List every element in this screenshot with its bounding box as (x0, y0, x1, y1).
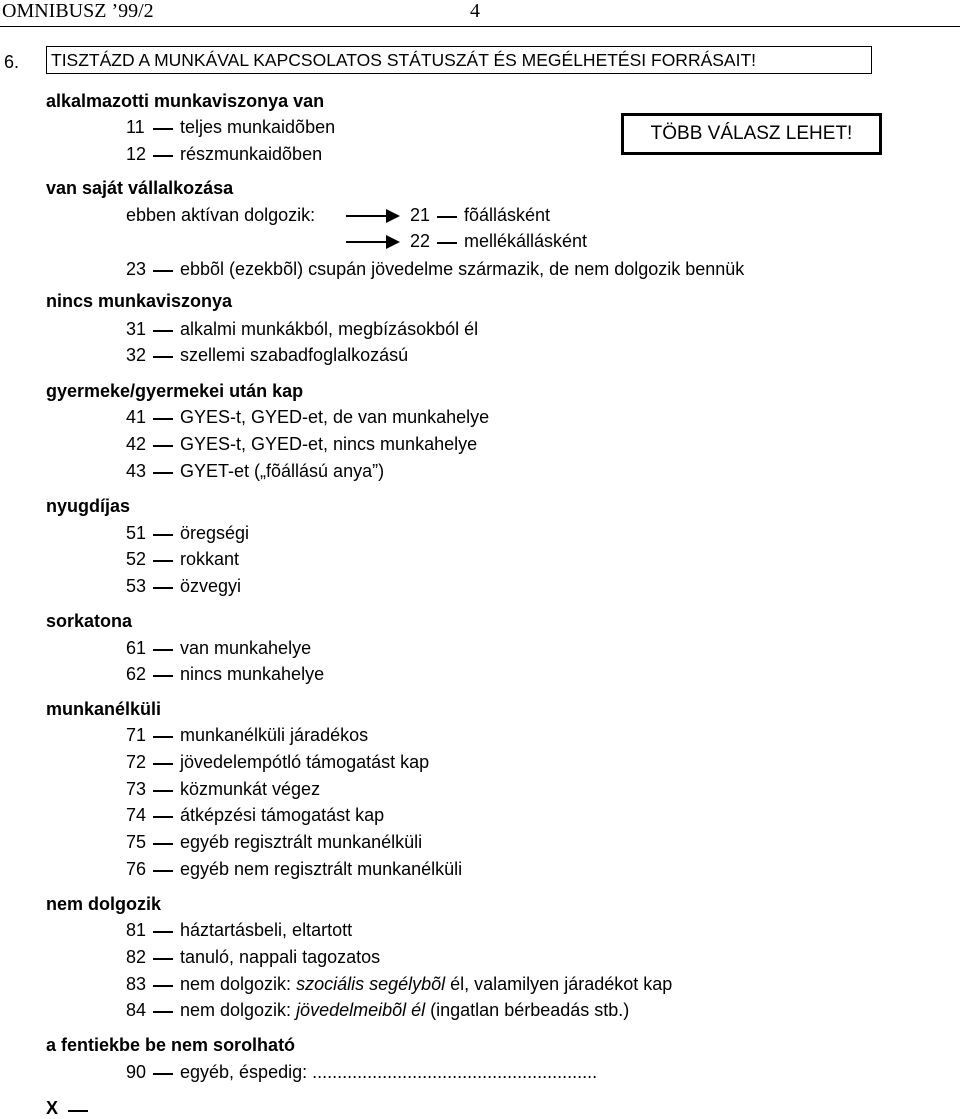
option-code[interactable]: 43 (126, 461, 147, 481)
option-code[interactable]: 82 (126, 947, 147, 967)
question-number: 6. (4, 52, 20, 72)
option-label: alkalmi munkákból, megbízásokból él (180, 319, 479, 339)
dash (437, 242, 457, 244)
category-pension: nyugdíjas (46, 496, 131, 516)
option-label: háztartásbeli, eltartott (180, 920, 353, 940)
option-label: GYET-et („fõállású anya”) (180, 461, 385, 481)
option-code[interactable]: 74 (126, 805, 147, 825)
arrow-right-icon (346, 241, 386, 243)
option-code[interactable]: 12 (126, 144, 147, 164)
header-rule (0, 26, 960, 27)
option-code[interactable]: 81 (126, 920, 147, 940)
category-child-benefit: gyermeke/gyermekei után kap (46, 381, 304, 401)
dash (153, 330, 173, 332)
option-label: jövedelempótló támogatást kap (180, 752, 430, 772)
option-label: özvegyi (180, 576, 242, 596)
dash (153, 763, 173, 765)
option-code[interactable]: 23 (126, 259, 147, 279)
dash (153, 985, 173, 987)
option-code[interactable]: 32 (126, 345, 147, 365)
option-code[interactable]: 72 (126, 752, 147, 772)
option-label: GYES-t, GYED-et, de van munkahelye (180, 407, 490, 427)
option-code[interactable]: 83 (126, 974, 147, 994)
option-label: részmunkaidõben (180, 144, 323, 164)
option-label: tanuló, nappali tagozatos (180, 947, 381, 967)
dash (153, 128, 173, 130)
option-code[interactable]: 61 (126, 638, 147, 658)
category-own-business: van saját vállalkozása (46, 178, 234, 198)
option-code[interactable]: 42 (126, 434, 147, 454)
option-code[interactable]: 31 (126, 319, 147, 339)
publication-title: OMNIBUSZ ’99/2 (2, 0, 154, 22)
category-other: a fentiekbe be nem sorolható (46, 1035, 296, 1055)
dash (153, 445, 173, 447)
active-work-label: ebben aktívan dolgozik: (126, 205, 316, 225)
category-unemployed: munkanélküli (46, 699, 162, 719)
dash (153, 649, 173, 651)
dash (153, 870, 173, 872)
dash (153, 790, 173, 792)
option-code[interactable]: 75 (126, 832, 147, 852)
dash (153, 816, 173, 818)
option-code[interactable]: 21 (410, 205, 431, 225)
multiple-answers-note: TÖBB VÁLASZ LEHET! (621, 113, 882, 155)
dash (153, 675, 173, 677)
option-code[interactable]: 62 (126, 664, 147, 684)
option-label: nem dolgozik: jövedelmeibõl él (ingatlan bérbeadás stb.) (180, 1000, 630, 1020)
option-label: munkanélküli járadékos (180, 725, 369, 745)
category-no-employment: nincs munkaviszonya (46, 291, 233, 311)
option-code[interactable]: 52 (126, 549, 147, 569)
option-code[interactable]: 53 (126, 576, 147, 596)
option-label: szellemi szabadfoglalkozású (180, 345, 409, 365)
dash (153, 1073, 173, 1075)
option-code[interactable]: 51 (126, 523, 147, 543)
option-code[interactable]: 22 (410, 231, 431, 251)
option-code[interactable]: 90 (126, 1062, 147, 1082)
page-header (0, 0, 960, 26)
option-label: ebbõl (ezekbõl) csupán jövedelme származik, de nem dolgozik bennük (180, 259, 745, 279)
dash (153, 270, 173, 272)
option-code[interactable]: 71 (126, 725, 147, 745)
option-label: egyéb, éspedig: ......................................................... (180, 1062, 598, 1082)
option-label: egyéb regisztrált munkanélküli (180, 832, 423, 852)
option-label: fõállásként (464, 205, 551, 225)
footer-code: X (46, 1098, 59, 1118)
dash (153, 958, 173, 960)
dash (153, 155, 173, 157)
arrow-right-icon (346, 215, 386, 217)
dash (153, 931, 173, 933)
dash (437, 216, 457, 218)
option-label: nem dolgozik: szociális segélybõl él, valamilyen járadékot kap (180, 974, 673, 994)
option-label: GYES-t, GYED-et, nincs munkahelye (180, 434, 478, 454)
option-code[interactable]: 41 (126, 407, 147, 427)
dash (153, 534, 173, 536)
option-label: egyéb nem regisztrált munkanélküli (180, 859, 463, 879)
category-military: sorkatona (46, 611, 133, 631)
option-label: rokkant (180, 549, 240, 569)
question-title-box (46, 46, 872, 74)
option-label: van munkahelye (180, 638, 312, 658)
option-label: öregségi (180, 523, 250, 543)
dash (153, 736, 173, 738)
question-title: TISZTÁZD A MUNKÁVAL KAPCSOLATOS STÁTUSZÁT ÉS MEGÉLHETÉSI FORRÁSAIT! (51, 50, 757, 70)
option-code[interactable]: 73 (126, 779, 147, 799)
option-code[interactable]: 76 (126, 859, 147, 879)
category-employee: alkalmazotti munkaviszonya van (46, 91, 325, 111)
option-label: teljes munkaidõben (180, 117, 336, 137)
dash (68, 1110, 88, 1112)
option-label: nincs munkahelye (180, 664, 325, 684)
dash (153, 472, 173, 474)
option-code[interactable]: 84 (126, 1000, 147, 1020)
dash (153, 843, 173, 845)
dash (153, 587, 173, 589)
option-label: mellékállásként (464, 231, 588, 251)
option-code[interactable]: 11 (126, 117, 145, 137)
dash (153, 1011, 173, 1013)
option-label: átképzési támogatást kap (180, 805, 385, 825)
page-number: 4 (470, 0, 480, 22)
dash (153, 418, 173, 420)
option-label: közmunkát végez (180, 779, 321, 799)
dash (153, 356, 173, 358)
category-not-working: nem dolgozik (46, 894, 162, 914)
dash (153, 560, 173, 562)
